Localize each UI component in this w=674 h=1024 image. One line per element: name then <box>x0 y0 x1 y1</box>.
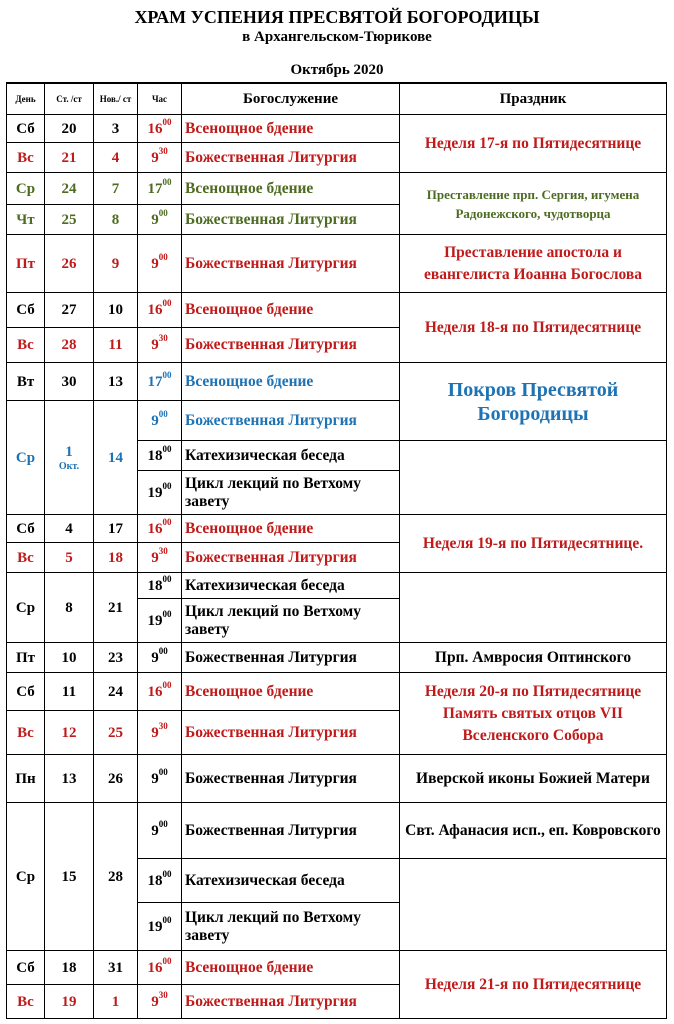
service-cell: Катехизическая беседа <box>182 573 400 599</box>
time-cell: $18^{00}$ <box>138 573 182 599</box>
service-cell: Божественная Литургия <box>182 803 400 859</box>
service-cell: Божественная Литургия <box>182 143 400 173</box>
table-row <box>7 573 667 599</box>
time-cell: $9^{00}$ <box>138 643 182 673</box>
time-cell: $16^{00}$ <box>138 293 182 328</box>
time-cell: $9^{30}$ <box>138 328 182 363</box>
old-date-cell: 8 <box>45 573 94 643</box>
new-date-cell: 26 <box>94 755 138 803</box>
service-cell: Божественная Литургия <box>182 401 400 441</box>
feast-cell: Неделя 17-я по Пятидесятнице <box>400 115 667 173</box>
service-cell: Катехизическая беседа <box>182 859 400 903</box>
table-row <box>7 235 667 293</box>
old-date-cell: 1 Окт. <box>45 401 94 515</box>
service-cell: Катехизическая беседа <box>182 441 400 471</box>
day-cell: Сб <box>7 115 45 143</box>
service-cell: Божественная Литургия <box>182 328 400 363</box>
service-cell: Всенощное бдение <box>182 115 400 143</box>
day-cell: Ср <box>7 173 45 205</box>
table-row <box>7 173 667 205</box>
feast-cell: Преставление апостола и евангелиста Иоанна Богослова <box>400 235 667 293</box>
day-cell: Вт <box>7 363 45 401</box>
time-cell: $9^{30}$ <box>138 711 182 755</box>
feast-cell-empty <box>400 441 667 515</box>
day-cell: Вс <box>7 143 45 173</box>
day-cell: Вс <box>7 985 45 1019</box>
service-cell: Божественная Литургия <box>182 755 400 803</box>
table-row <box>7 363 667 401</box>
service-cell: Божественная Литургия <box>182 643 400 673</box>
old-date-cell: 12 <box>45 711 94 755</box>
day-cell: Сб <box>7 673 45 711</box>
day-cell: Пт <box>7 643 45 673</box>
new-date-cell: 24 <box>94 673 138 711</box>
new-date-cell: 7 <box>94 173 138 205</box>
old-date-cell: 24 <box>45 173 94 205</box>
new-date-cell: 28 <box>94 803 138 951</box>
header-old-style: Ст. /ст <box>45 83 94 115</box>
table-row <box>7 515 667 543</box>
old-date-cell: 5 <box>45 543 94 573</box>
time-cell: $16^{00}$ <box>138 951 182 985</box>
old-date-cell: 28 <box>45 328 94 363</box>
time-cell: $16^{00}$ <box>138 673 182 711</box>
new-date-cell: 4 <box>94 143 138 173</box>
table-row <box>7 673 667 711</box>
time-cell: $9^{00}$ <box>138 755 182 803</box>
new-date-cell: 3 <box>94 115 138 143</box>
table-row <box>7 803 667 859</box>
service-cell: Божественная Литургия <box>182 205 400 235</box>
old-date-cell: 25 <box>45 205 94 235</box>
table-row <box>7 115 667 143</box>
new-date-cell: 18 <box>94 543 138 573</box>
day-cell: Сб <box>7 951 45 985</box>
old-date-cell: 15 <box>45 803 94 951</box>
feast-cell: Преставление прп. Сергия, игумена Радонежского, чудотворца <box>400 173 667 235</box>
time-cell: $19^{00}$ <box>138 599 182 643</box>
service-cell: Всенощное бдение <box>182 363 400 401</box>
new-date-cell: 21 <box>94 573 138 643</box>
new-date-cell: 25 <box>94 711 138 755</box>
old-date-cell: 20 <box>45 115 94 143</box>
table-row <box>7 951 667 985</box>
feast-cell: Неделя 18-я по Пятидесятнице <box>400 293 667 363</box>
day-cell: Вс <box>7 328 45 363</box>
time-cell: $19^{00}$ <box>138 471 182 515</box>
service-cell: Всенощное бдение <box>182 515 400 543</box>
schedule-table <box>6 82 667 1019</box>
church-location: в Архангельском-Тюрикове <box>242 29 432 45</box>
header-day: День <box>7 83 45 115</box>
time-cell: $16^{00}$ <box>138 115 182 143</box>
time-cell: $9^{00}$ <box>138 235 182 293</box>
schedule-month: Октябрь 2020 <box>290 62 384 78</box>
feast-cell: Иверской иконы Божией Матери <box>400 755 667 803</box>
feast-cell: Прп. Амвросия Оптинского <box>400 643 667 673</box>
header-service: Богослужение <box>182 83 400 115</box>
old-date-cell: 10 <box>45 643 94 673</box>
feast-cell: Неделя 20-я по Пятидесятнице Память святых отцов VII Вселенского Собора <box>400 673 667 755</box>
new-date-cell: 23 <box>94 643 138 673</box>
time-cell: $17^{00}$ <box>138 363 182 401</box>
new-date-cell: 8 <box>94 205 138 235</box>
old-date-cell: 19 <box>45 985 94 1019</box>
service-cell: Божественная Литургия <box>182 235 400 293</box>
service-cell: Цикл лекций по Ветхому завету <box>182 903 400 951</box>
day-cell: Ср <box>7 803 45 951</box>
service-cell: Всенощное бдение <box>182 173 400 205</box>
old-date-cell: 21 <box>45 143 94 173</box>
feast-cell: Свт. Афанасия исп., еп. Ковровского <box>400 803 667 859</box>
day-cell: Чт <box>7 205 45 235</box>
time-cell: $9^{30}$ <box>138 985 182 1019</box>
old-date-cell: 30 <box>45 363 94 401</box>
feast-cell-empty <box>400 573 667 643</box>
service-cell: Божественная Литургия <box>182 543 400 573</box>
old-date-cell: 11 <box>45 673 94 711</box>
header-new-style: Нов./ ст <box>94 83 138 115</box>
new-date-cell: 31 <box>94 951 138 985</box>
church-title: ХРАМ УСПЕНИЯ ПРЕСВЯТОЙ БОГОРОДИЦЫ <box>134 7 540 27</box>
new-date-cell: 17 <box>94 515 138 543</box>
old-date-cell: 26 <box>45 235 94 293</box>
table-row <box>7 755 667 803</box>
feast-cell: Покров Пресвятой Богородицы <box>400 363 667 441</box>
old-date-cell: 13 <box>45 755 94 803</box>
new-date-cell: 9 <box>94 235 138 293</box>
service-cell: Всенощное бдение <box>182 293 400 328</box>
service-cell: Всенощное бдение <box>182 951 400 985</box>
time-cell: $9^{00}$ <box>138 401 182 441</box>
header-hour: Час <box>138 83 182 115</box>
day-cell: Ср <box>7 401 45 515</box>
time-cell: $18^{00}$ <box>138 859 182 903</box>
new-date-cell: 11 <box>94 328 138 363</box>
day-cell: Пн <box>7 755 45 803</box>
day-cell: Вс <box>7 543 45 573</box>
table-header-row <box>7 83 667 115</box>
feast-cell-empty <box>400 859 667 951</box>
time-cell: $9^{30}$ <box>138 543 182 573</box>
new-date-cell: 1 <box>94 985 138 1019</box>
feast-cell: Неделя 19-я по Пятидесятнице. <box>400 515 667 573</box>
time-cell: $19^{00}$ <box>138 903 182 951</box>
table-row <box>7 643 667 673</box>
time-cell: $16^{00}$ <box>138 515 182 543</box>
day-cell: Сб <box>7 293 45 328</box>
old-date-cell: 4 <box>45 515 94 543</box>
table-row <box>7 293 667 328</box>
new-date-cell: 10 <box>94 293 138 328</box>
feast-cell: Неделя 21-я по Пятидесятнице <box>400 951 667 1019</box>
new-date-cell: 14 <box>94 401 138 515</box>
time-cell: $9^{30}$ <box>138 143 182 173</box>
time-cell: $17^{00}$ <box>138 173 182 205</box>
service-cell: Божественная Литургия <box>182 985 400 1019</box>
service-cell: Цикл лекций по Ветхому завету <box>182 599 400 643</box>
old-date-cell: 27 <box>45 293 94 328</box>
time-cell: $9^{00}$ <box>138 205 182 235</box>
service-cell: Всенощное бдение <box>182 673 400 711</box>
service-cell: Цикл лекций по Ветхому завету <box>182 471 400 515</box>
time-cell: $9^{00}$ <box>138 803 182 859</box>
new-date-cell: 13 <box>94 363 138 401</box>
day-cell: Вс <box>7 711 45 755</box>
day-cell: Сб <box>7 515 45 543</box>
service-cell: Божественная Литургия <box>182 711 400 755</box>
day-cell: Ср <box>7 573 45 643</box>
old-date-cell: 18 <box>45 951 94 985</box>
day-cell: Пт <box>7 235 45 293</box>
time-cell: $18^{00}$ <box>138 441 182 471</box>
header-feast: Праздник <box>400 83 667 115</box>
